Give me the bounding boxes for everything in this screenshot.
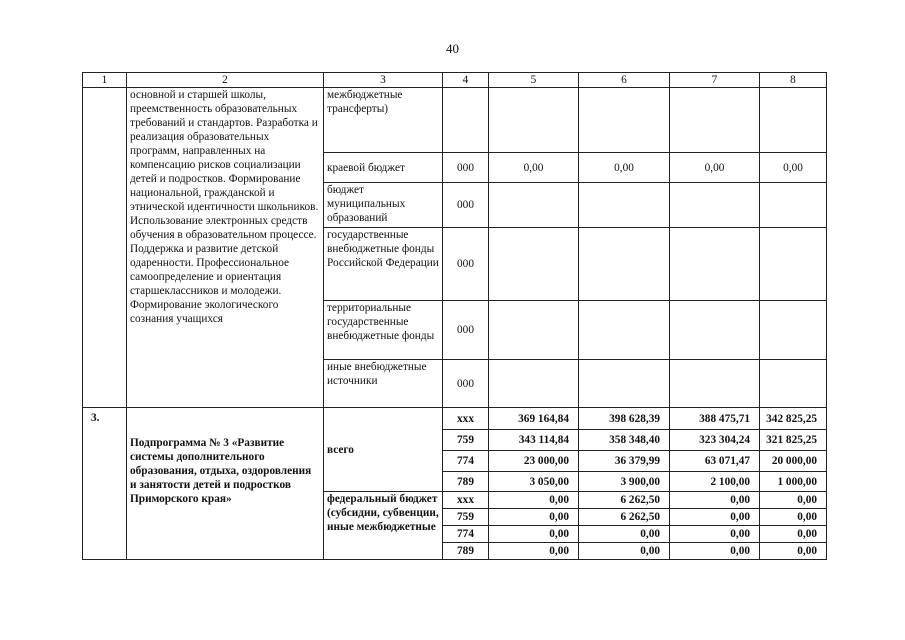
value-cell: 323 304,24 [670, 430, 760, 451]
value-cell: 0,00 [489, 543, 579, 560]
value-cell [670, 360, 760, 408]
value-cell: 0,00 [670, 492, 760, 509]
code-cell: 000 [443, 228, 489, 301]
value-cell: 1 000,00 [760, 472, 827, 492]
value-cell: 0,00 [579, 153, 670, 183]
value-cell: 358 348,40 [579, 430, 670, 451]
value-cell: 0,00 [760, 492, 827, 509]
value-cell [670, 228, 760, 301]
code-cell: 774 [443, 526, 489, 543]
value-cell [760, 228, 827, 301]
funding-source: государственные внебюджетные фонды Российской Федерации [324, 228, 443, 301]
value-cell: 6 262,50 [579, 492, 670, 509]
value-cell [579, 228, 670, 301]
header-cell: 1 [83, 73, 127, 88]
value-cell [579, 360, 670, 408]
code-cell: 789 [443, 543, 489, 560]
number-cell [83, 88, 127, 408]
value-cell: 0,00 [489, 509, 579, 526]
value-cell [489, 183, 579, 228]
value-cell: 0,00 [579, 526, 670, 543]
header-cell: 4 [443, 73, 489, 88]
column-number-header-row [83, 73, 827, 88]
code-cell: 789 [443, 472, 489, 492]
value-cell: 6 262,50 [579, 509, 670, 526]
table-row [83, 88, 827, 153]
value-cell: 0,00 [760, 526, 827, 543]
value-cell [760, 88, 827, 153]
budget-table [82, 72, 827, 560]
value-cell: 388 475,71 [670, 408, 760, 430]
table-row [83, 408, 827, 430]
value-cell: 23 000,00 [489, 451, 579, 472]
value-cell: 0,00 [489, 526, 579, 543]
value-cell: 0,00 [760, 509, 827, 526]
code-cell: 000 [443, 183, 489, 228]
funding-source: бюджет муниципальных образований [324, 183, 443, 228]
value-cell: 20 000,00 [760, 451, 827, 472]
header-cell: 8 [760, 73, 827, 88]
subprogram-title: Подпрограмма № 3 «Развитие системы дополнительного образования, отдыха, оздоровления и занятости детей и подростков Приморского края» [127, 408, 324, 560]
value-cell: 321 825,25 [760, 430, 827, 451]
value-cell [760, 301, 827, 360]
value-cell: 3 050,00 [489, 472, 579, 492]
funding-source: краевой бюджет [324, 153, 443, 183]
funding-source: всего [324, 408, 443, 492]
header-cell: 3 [324, 73, 443, 88]
value-cell [489, 360, 579, 408]
value-cell [579, 301, 670, 360]
header-cell: 5 [489, 73, 579, 88]
value-cell [760, 183, 827, 228]
funding-source: иные внебюджетные источники [324, 360, 443, 408]
value-cell: 369 164,84 [489, 408, 579, 430]
value-cell: 2 100,00 [670, 472, 760, 492]
value-cell: 0,00 [579, 543, 670, 560]
code-cell: 000 [443, 153, 489, 183]
page-number: 40 [446, 41, 459, 56]
value-cell [579, 183, 670, 228]
value-cell: 63 071,47 [670, 451, 760, 472]
funding-source: межбюджетные трансферты) [324, 88, 443, 153]
value-cell: 0,00 [670, 153, 760, 183]
code-cell: 000 [443, 360, 489, 408]
value-cell [760, 360, 827, 408]
value-cell [579, 88, 670, 153]
header-cell: 6 [579, 73, 670, 88]
value-cell: 0,00 [489, 153, 579, 183]
value-cell [670, 183, 760, 228]
activity-description: основной и старшей школы, преемственность образовательных требований и стандартов. Разработка и реализация образовательных программ, направленных на компенсацию рисков социализации детей и подростков. Формирование национальной, гражданской и этнической идентичности школьников. Использование электронных средств обучения в образовательном процессе. Поддержка и развитие детской одаренности. Профессиональное самоопределение и ориентация старшеклассников и молодежи. Формирование экологического сознания учащихся [127, 88, 324, 408]
value-cell: 3 900,00 [579, 472, 670, 492]
code-cell: 759 [443, 430, 489, 451]
header-cell: 2 [127, 73, 324, 88]
value-cell [489, 301, 579, 360]
value-cell [670, 301, 760, 360]
value-cell: 343 114,84 [489, 430, 579, 451]
value-cell [489, 88, 579, 153]
value-cell [670, 88, 760, 153]
value-cell: 0,00 [489, 492, 579, 509]
code-cell: ххх [443, 408, 489, 430]
code-cell: 774 [443, 451, 489, 472]
value-cell: 398 628,39 [579, 408, 670, 430]
code-cell: 000 [443, 301, 489, 360]
value-cell: 0,00 [760, 153, 827, 183]
value-cell: 0,00 [670, 509, 760, 526]
code-cell [443, 88, 489, 153]
header-cell: 7 [670, 73, 760, 88]
row-number: 3. [83, 408, 127, 560]
code-cell: 759 [443, 509, 489, 526]
value-cell: 36 379,99 [579, 451, 670, 472]
funding-source: федеральный бюджет (субсидии, субвенции, иные межбюджетные [324, 492, 443, 560]
value-cell [489, 228, 579, 301]
value-cell: 342 825,25 [760, 408, 827, 430]
value-cell: 0,00 [760, 543, 827, 560]
value-cell: 0,00 [670, 526, 760, 543]
code-cell: ххх [443, 492, 489, 509]
value-cell: 0,00 [670, 543, 760, 560]
funding-source: территориальные государственные внебюджетные фонды [324, 301, 443, 360]
